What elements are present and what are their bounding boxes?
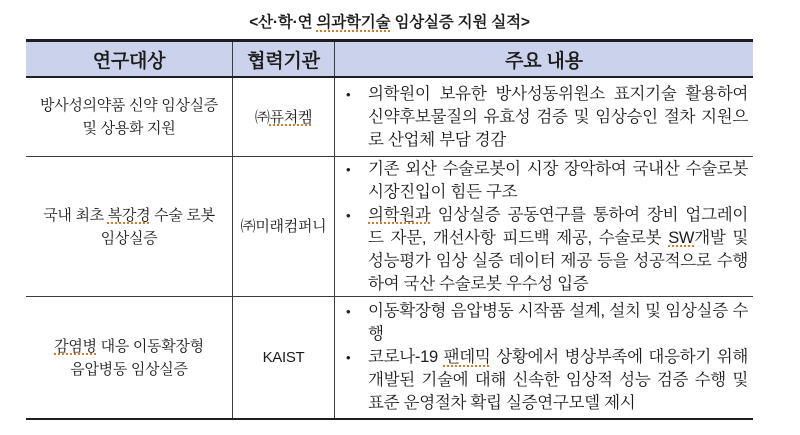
- partner-org-name: [263, 346, 305, 369]
- spellcheck-marked-text: 복강경: [107, 206, 151, 224]
- column-header-main-content: [335, 42, 753, 76]
- research-target-cell: [26, 78, 233, 156]
- partner-org-cell: [233, 157, 335, 296]
- text-segment: ㈜: [254, 108, 270, 126]
- table-row: [26, 297, 753, 418]
- column-header-research-target: [26, 42, 233, 76]
- column-header-partner-org: [233, 42, 335, 76]
- research-target-line: [40, 94, 218, 117]
- spellcheck-marked-text: SW: [668, 228, 695, 247]
- table-body: [26, 78, 753, 418]
- spellcheck-marked-text: 의학원과: [368, 205, 431, 224]
- text-segment: 국내 최초: [43, 206, 108, 224]
- bullet-icon: •: [346, 86, 351, 102]
- research-target-cell: [26, 157, 233, 296]
- spellcheck-marked-text: 팬데믹: [443, 348, 491, 366]
- research-target-line: [83, 117, 176, 140]
- bullet-item: [335, 346, 748, 415]
- table-row: [26, 157, 753, 297]
- spellcheck-marked-text: 의과학기술: [316, 14, 391, 31]
- research-target-cell: [26, 297, 233, 418]
- bullet-item: [335, 83, 748, 152]
- bullet-item: [335, 300, 748, 346]
- text-segment: 대응 이동확장형: [96, 337, 204, 355]
- main-content-cell: [335, 157, 753, 296]
- text-segment: 기존 외산 수술로봇이 시장 장악하여 국내산 수술로봇 시장진입이 힘든 구조: [368, 159, 748, 201]
- spellcheck-marked-text: 감염병: [54, 337, 97, 355]
- bullet-item: [335, 204, 748, 296]
- column-header-label: 연구대상: [92, 50, 166, 72]
- partner-org-cell: [233, 297, 335, 418]
- bullet-icon: •: [346, 350, 351, 365]
- research-target-line: [101, 227, 158, 250]
- text-segment: 임상실증 지원 실적>: [390, 14, 530, 31]
- partner-org-name: [241, 215, 327, 238]
- text-segment: 이동확장형 음압병동 시작품 설계, 설치 및 임상실증 수행: [368, 302, 748, 343]
- text-segment: KAIST: [262, 349, 305, 366]
- text-segment: 상황에서 병상부족에 대응하기 위해 개발된 기술에 대해 신속한 임상적 성능 검증 수행 및 표준 운영절차 확립 실증연구모델 제시: [368, 348, 748, 412]
- research-target-line: [43, 204, 215, 227]
- column-header-label: 협력기관: [247, 50, 320, 72]
- text-segment: 수술 로봇: [150, 206, 215, 224]
- bullet-text: [368, 158, 748, 204]
- main-content-cell: [335, 78, 753, 156]
- text-segment: 의학원이 보유한 방사성동위원소 표지기술 활용하여 신약후보물질의 유효성 검증 및 임상승인 절차 지원으로 산업체 부담 경감: [368, 84, 748, 149]
- text-segment: <산·학·연: [249, 14, 317, 31]
- bullet-text: [368, 204, 748, 296]
- support-results-table: [26, 39, 753, 420]
- table-header-row: [26, 42, 753, 78]
- main-content-cell: [335, 297, 753, 418]
- text-segment: 및 상용화 지원: [82, 120, 176, 137]
- text-segment: 코로나-19: [368, 348, 444, 366]
- bullet-text: [368, 300, 748, 346]
- table-row: [26, 78, 753, 157]
- research-target-line: [70, 358, 187, 381]
- bullet-icon: •: [346, 304, 351, 319]
- table-title: [26, 10, 753, 32]
- spellcheck-marked-text: 퓨쳐켐: [269, 108, 313, 126]
- bullet-icon: •: [346, 161, 351, 177]
- bullet-item: [335, 158, 748, 204]
- research-target-line: [54, 335, 204, 358]
- text-segment: 방사성의약품 신약 임상실증: [39, 97, 219, 114]
- text-segment: 임상실증: [100, 229, 158, 247]
- partner-org-name: [255, 106, 312, 129]
- text-segment: ㈜미래컴퍼니: [240, 218, 327, 235]
- text-segment: 개발 및 성능평가 임상 실증 데이터 제공 등을 성공적으로 수행하여 국산 수술로봇 우수성 입증: [368, 228, 749, 293]
- text-segment: 음압병동 임상실증: [70, 360, 188, 378]
- partner-org-cell: [233, 78, 335, 156]
- bullet-text: [368, 83, 748, 152]
- text-segment: 임상실증 공동연구를 통하여 장비 업그레이드 자문, 개선사항 피드백 제공, 수술로봇: [368, 205, 748, 247]
- bullet-text: [368, 346, 748, 415]
- column-header-label: 주요 내용: [505, 50, 583, 72]
- bullet-icon: •: [346, 207, 351, 223]
